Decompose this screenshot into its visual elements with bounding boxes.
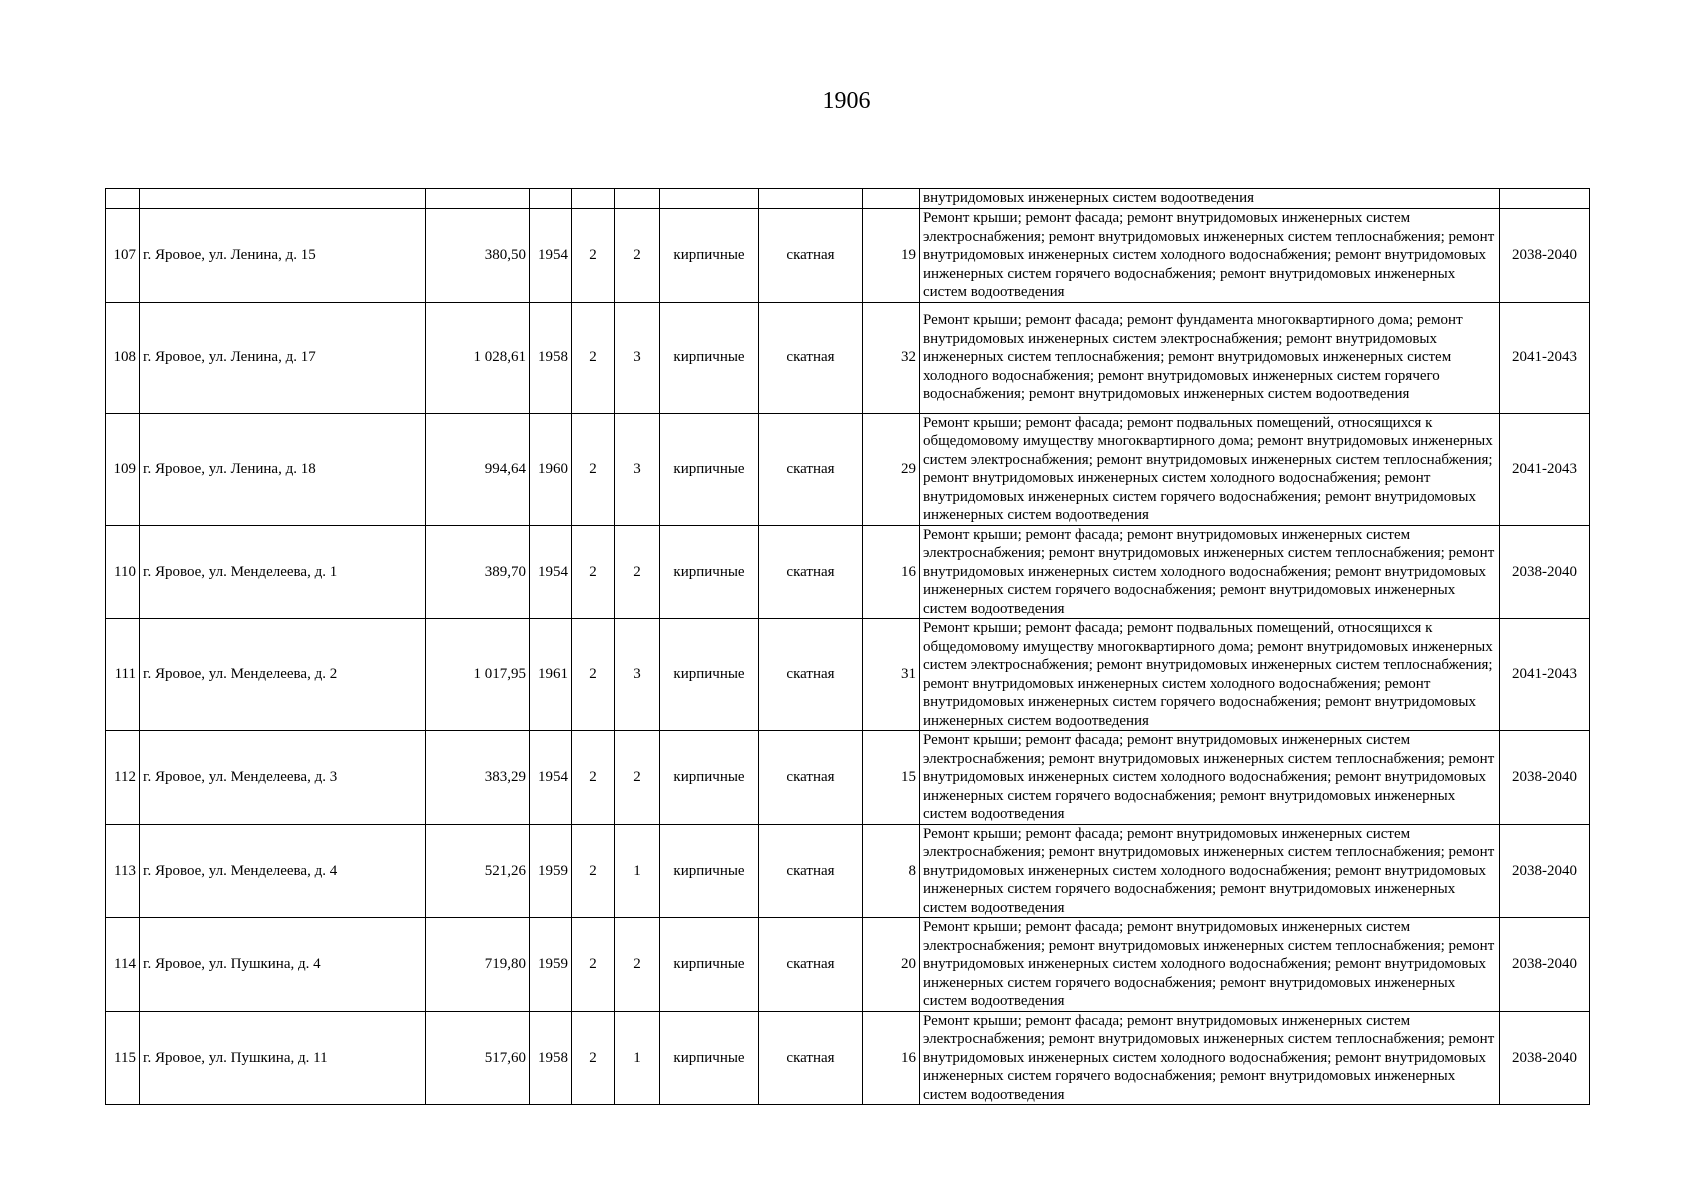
cell-entrances: 3 (615, 619, 660, 731)
cell-roof: скатная (759, 302, 863, 413)
table-row (106, 731, 1590, 825)
cell-year: 1958 (530, 302, 572, 413)
cell-year: 1958 (530, 1011, 572, 1105)
cell-area: 994,64 (426, 413, 530, 525)
cell-apartments: 29 (863, 413, 920, 525)
cell-floors: 2 (572, 731, 615, 825)
table-row (106, 302, 1590, 413)
cell-entrances: 1 (615, 1011, 660, 1105)
cell-walls: кирпичные (660, 525, 759, 619)
page-number: 1906 (822, 88, 871, 114)
cell-period: 2038-2040 (1500, 824, 1590, 918)
cell-works: внутридомовых инженерных систем водоотведения (920, 189, 1500, 209)
cell-entrances: 2 (615, 209, 660, 303)
cell-year: 1954 (530, 731, 572, 825)
cell-works: Ремонт крыши; ремонт фасада; ремонт внутридомовых инженерных систем электроснабжения; ремонт внутридомовых инженерных систем теплоснабжения; ремонт внутридомовых инженерных систем холодного водоснабжения; ремонт внутридомовых инженерных систем горячего водоснабжения; ремонт внутридомовых инженерных систем водоотведения (920, 824, 1500, 918)
cell-area: 383,29 (426, 731, 530, 825)
cell-period: 2041-2043 (1500, 619, 1590, 731)
cell-works: Ремонт крыши; ремонт фасада; ремонт внутридомовых инженерных систем электроснабжения; ремонт внутридомовых инженерных систем теплоснабжения; ремонт внутридомовых инженерных систем холодного водоснабжения; ремонт внутридомовых инженерных систем горячего водоснабжения; ремонт внутридомовых инженерных систем водоотведения (920, 1011, 1500, 1105)
cell-num: 114 (106, 918, 140, 1012)
cell-address: г. Яровое, ул. Ленина, д. 15 (140, 209, 426, 303)
housing-registry-table (105, 188, 1590, 1105)
cell-num: 107 (106, 209, 140, 303)
cell-year: 1954 (530, 209, 572, 303)
cell-roof: скатная (759, 413, 863, 525)
table-row (106, 209, 1590, 303)
cell-period: 2041-2043 (1500, 302, 1590, 413)
cell-roof: скатная (759, 731, 863, 825)
cell-floors: 2 (572, 1011, 615, 1105)
table-row (106, 619, 1590, 731)
cell-walls: кирпичные (660, 413, 759, 525)
cell-period: 2041-2043 (1500, 413, 1590, 525)
cell-entrances: 3 (615, 413, 660, 525)
cell-period: 2038-2040 (1500, 525, 1590, 619)
cell-works: Ремонт крыши; ремонт фасада; ремонт фундамента многоквартирного дома; ремонт внутридомовых инженерных систем электроснабжения; ремонт внутридомовых инженерных систем теплоснабжения; ремонт внутридомовых инженерных систем холодного водоснабжения; ремонт внутридомовых инженерных систем горячего водоснабжения; ремонт внутридомовых инженерных систем водоотведения (920, 302, 1500, 413)
cell-apartments: 19 (863, 209, 920, 303)
cell-walls (660, 189, 759, 209)
cell-period (1500, 189, 1590, 209)
cell-roof: скатная (759, 824, 863, 918)
cell-area: 380,50 (426, 209, 530, 303)
cell-area: 517,60 (426, 1011, 530, 1105)
cell-year (530, 189, 572, 209)
cell-walls: кирпичные (660, 918, 759, 1012)
cell-floors: 2 (572, 413, 615, 525)
cell-roof: скатная (759, 1011, 863, 1105)
cell-walls: кирпичные (660, 619, 759, 731)
cell-address: г. Яровое, ул. Пушкина, д. 4 (140, 918, 426, 1012)
cell-roof: скатная (759, 209, 863, 303)
cell-period: 2038-2040 (1500, 209, 1590, 303)
cell-walls: кирпичные (660, 209, 759, 303)
cell-walls: кирпичные (660, 824, 759, 918)
cell-entrances (615, 189, 660, 209)
cell-floors: 2 (572, 525, 615, 619)
cell-num (106, 189, 140, 209)
cell-area: 521,26 (426, 824, 530, 918)
cell-num: 113 (106, 824, 140, 918)
cell-walls: кирпичные (660, 1011, 759, 1105)
cell-roof: скатная (759, 619, 863, 731)
cell-period: 2038-2040 (1500, 1011, 1590, 1105)
cell-num: 110 (106, 525, 140, 619)
cell-roof: скатная (759, 918, 863, 1012)
cell-works: Ремонт крыши; ремонт фасада; ремонт подвальных помещений, относящихся к общедомовому имуществу многоквартирного дома; ремонт внутридомовых инженерных систем электроснабжения; ремонт внутридомовых инженерных систем теплоснабжения; ремонт внутридомовых инженерных систем холодного водоснабжения; ремонт внутридомовых инженерных систем горячего водоснабжения; ремонт внутридомовых инженерных систем водоотведения (920, 413, 1500, 525)
cell-year: 1960 (530, 413, 572, 525)
cell-address: г. Яровое, ул. Ленина, д. 17 (140, 302, 426, 413)
cell-period: 2038-2040 (1500, 731, 1590, 825)
cell-works: Ремонт крыши; ремонт фасада; ремонт внутридомовых инженерных систем электроснабжения; ремонт внутридомовых инженерных систем теплоснабжения; ремонт внутридомовых инженерных систем холодного водоснабжения; ремонт внутридомовых инженерных систем горячего водоснабжения; ремонт внутридомовых инженерных систем водоотведения (920, 209, 1500, 303)
cell-entrances: 2 (615, 918, 660, 1012)
cell-year: 1959 (530, 918, 572, 1012)
cell-address: г. Яровое, ул. Менделеева, д. 2 (140, 619, 426, 731)
cell-apartments: 16 (863, 1011, 920, 1105)
cell-works: Ремонт крыши; ремонт фасада; ремонт внутридомовых инженерных систем электроснабжения; ремонт внутридомовых инженерных систем теплоснабжения; ремонт внутридомовых инженерных систем холодного водоснабжения; ремонт внутридомовых инженерных систем горячего водоснабжения; ремонт внутридомовых инженерных систем водоотведения (920, 525, 1500, 619)
cell-apartments: 32 (863, 302, 920, 413)
cell-address: г. Яровое, ул. Ленина, д. 18 (140, 413, 426, 525)
cell-num: 111 (106, 619, 140, 731)
cell-floors: 2 (572, 302, 615, 413)
cell-address: г. Яровое, ул. Менделеева, д. 3 (140, 731, 426, 825)
cell-roof (759, 189, 863, 209)
cell-entrances: 1 (615, 824, 660, 918)
cell-area: 1 028,61 (426, 302, 530, 413)
cell-area: 1 017,95 (426, 619, 530, 731)
cell-floors: 2 (572, 918, 615, 1012)
table-row (106, 824, 1590, 918)
cell-address: г. Яровое, ул. Менделеева, д. 4 (140, 824, 426, 918)
cell-entrances: 3 (615, 302, 660, 413)
continuation-row (106, 189, 1590, 209)
table-row (106, 1011, 1590, 1105)
cell-apartments: 8 (863, 824, 920, 918)
cell-apartments: 20 (863, 918, 920, 1012)
cell-year: 1959 (530, 824, 572, 918)
table-row (106, 413, 1590, 525)
cell-walls: кирпичные (660, 302, 759, 413)
cell-address (140, 189, 426, 209)
cell-works: Ремонт крыши; ремонт фасада; ремонт внутридомовых инженерных систем электроснабжения; ремонт внутридомовых инженерных систем теплоснабжения; ремонт внутридомовых инженерных систем холодного водоснабжения; ремонт внутридомовых инженерных систем горячего водоснабжения; ремонт внутридомовых инженерных систем водоотведения (920, 731, 1500, 825)
cell-num: 112 (106, 731, 140, 825)
cell-floors (572, 189, 615, 209)
table-row (106, 525, 1590, 619)
cell-apartments: 31 (863, 619, 920, 731)
cell-entrances: 2 (615, 731, 660, 825)
cell-apartments (863, 189, 920, 209)
cell-floors: 2 (572, 619, 615, 731)
cell-area: 389,70 (426, 525, 530, 619)
cell-year: 1954 (530, 525, 572, 619)
cell-roof: скатная (759, 525, 863, 619)
cell-address: г. Яровое, ул. Пушкина, д. 11 (140, 1011, 426, 1105)
cell-address: г. Яровое, ул. Менделеева, д. 1 (140, 525, 426, 619)
cell-works: Ремонт крыши; ремонт фасада; ремонт внутридомовых инженерных систем электроснабжения; ремонт внутридомовых инженерных систем теплоснабжения; ремонт внутридомовых инженерных систем холодного водоснабжения; ремонт внутридомовых инженерных систем горячего водоснабжения; ремонт внутридомовых инженерных систем водоотведения (920, 918, 1500, 1012)
cell-period: 2038-2040 (1500, 918, 1590, 1012)
cell-num: 109 (106, 413, 140, 525)
cell-num: 108 (106, 302, 140, 413)
cell-floors: 2 (572, 824, 615, 918)
cell-area: 719,80 (426, 918, 530, 1012)
table-row (106, 918, 1590, 1012)
cell-apartments: 16 (863, 525, 920, 619)
cell-num: 115 (106, 1011, 140, 1105)
cell-floors: 2 (572, 209, 615, 303)
cell-year: 1961 (530, 619, 572, 731)
cell-area (426, 189, 530, 209)
cell-apartments: 15 (863, 731, 920, 825)
cell-entrances: 2 (615, 525, 660, 619)
cell-works: Ремонт крыши; ремонт фасада; ремонт подвальных помещений, относящихся к общедомовому имуществу многоквартирного дома; ремонт внутридомовых инженерных систем электроснабжения; ремонт внутридомовых инженерных систем теплоснабжения; ремонт внутридомовых инженерных систем холодного водоснабжения; ремонт внутридомовых инженерных систем горячего водоснабжения; ремонт внутридомовых инженерных систем водоотведения (920, 619, 1500, 731)
cell-walls: кирпичные (660, 731, 759, 825)
